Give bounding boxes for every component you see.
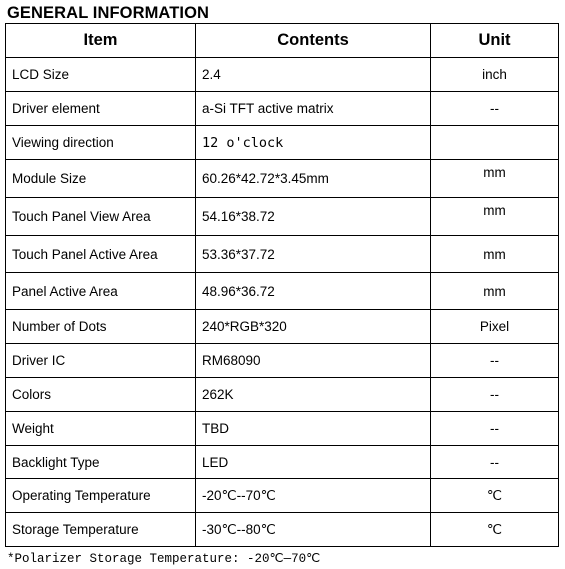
row-contents: TBD [196,412,431,446]
table-row [6,412,559,446]
row-item: Number of Dots [6,310,196,344]
row-contents: 54.16*38.72 [196,198,431,236]
row-item: Storage Temperature [6,513,196,547]
row-item: Touch Panel View Area [6,198,196,236]
table-header-row [6,24,559,58]
row-item: Module Size [6,160,196,198]
row-unit: -- [431,92,559,126]
row-item: Touch Panel Active Area [6,236,196,273]
row-unit: mm [431,273,559,310]
row-item: Driver element [6,92,196,126]
table-row [6,344,559,378]
row-unit: mm [431,236,559,273]
row-contents: -30℃--80℃ [196,513,431,547]
row-unit: Pixel [431,310,559,344]
header-item: Item [6,24,196,58]
row-item: Operating Temperature [6,479,196,513]
row-unit: -- [431,412,559,446]
row-item: Panel Active Area [6,273,196,310]
row-item: Driver IC [6,344,196,378]
row-unit: mm [431,160,559,198]
row-unit: mm [431,198,559,236]
header-contents: Contents [196,24,431,58]
table-row [6,160,559,198]
row-unit [431,126,559,160]
row-contents: 53.36*37.72 [196,236,431,273]
page-title: GENERAL INFORMATION [7,4,210,22]
row-contents: a-Si TFT active matrix [196,92,431,126]
row-contents: 60.26*42.72*3.45mm [196,160,431,198]
row-unit: -- [431,446,559,479]
table-row [6,198,559,236]
table-row [6,236,559,273]
row-unit: -- [431,344,559,378]
table-row [6,273,559,310]
row-contents: -20℃--70℃ [196,479,431,513]
table-row [6,58,559,92]
table-row [6,378,559,412]
footnote: *Polarizer Storage Temperature: -20℃—70℃ [7,552,321,566]
table-row [6,479,559,513]
row-item: Weight [6,412,196,446]
row-contents: RM68090 [196,344,431,378]
row-unit: -- [431,378,559,412]
table-row [6,92,559,126]
row-contents: 48.96*36.72 [196,273,431,310]
general-information-table [5,23,559,547]
row-item: Viewing direction [6,126,196,160]
row-contents: 12 o'clock [196,126,431,160]
row-contents: 262K [196,378,431,412]
table-row [6,310,559,344]
row-unit: inch [431,58,559,92]
row-unit: ℃ [431,513,559,547]
row-item: LCD Size [6,58,196,92]
row-contents: 240*RGB*320 [196,310,431,344]
row-unit: ℃ [431,479,559,513]
row-contents: LED [196,446,431,479]
header-unit: Unit [431,24,559,58]
row-contents: 2.4 [196,58,431,92]
table-row [6,513,559,547]
table-row [6,126,559,160]
table-row [6,446,559,479]
row-item: Backlight Type [6,446,196,479]
row-item: Colors [6,378,196,412]
